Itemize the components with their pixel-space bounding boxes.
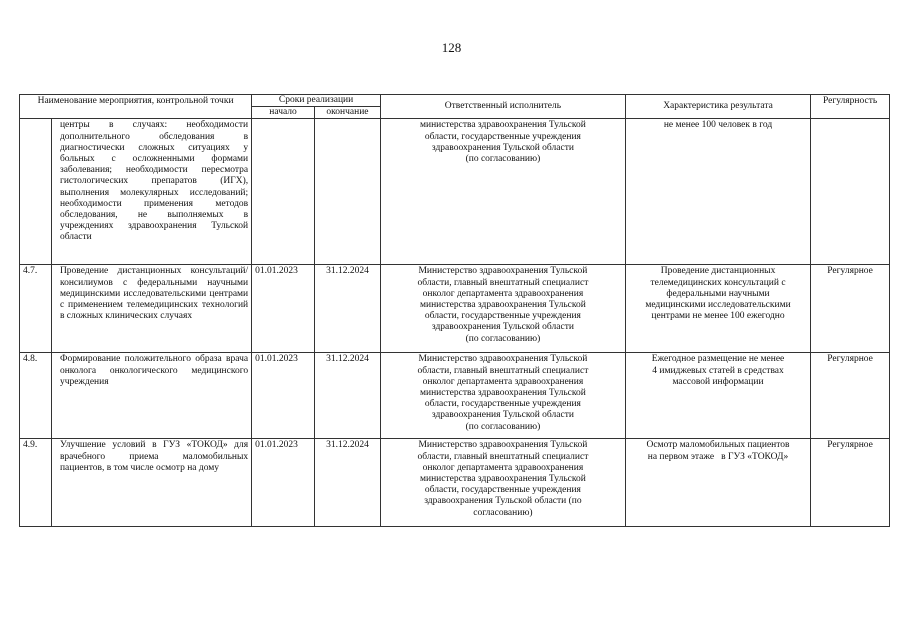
responsible-line: здравоохранения Тульской области	[431, 142, 574, 153]
row-characteristic	[625, 265, 810, 353]
table-body	[20, 119, 890, 527]
characteristic-line: 4 имиджевых статей в средствах	[652, 365, 784, 376]
header-end: окончание	[314, 107, 380, 119]
table-row	[20, 119, 890, 265]
header-start: начало	[252, 107, 315, 119]
header-responsible: Ответственный исполнитель	[380, 95, 625, 119]
row-start	[252, 119, 315, 265]
header-name: Наименование мероприятия, контрольной точки	[20, 95, 252, 119]
row-end: 31.12.2024	[314, 265, 380, 353]
responsible-line: согласованию)	[473, 507, 533, 518]
row-characteristic	[625, 439, 810, 527]
responsible-line: области, главный внештатный специалист	[417, 451, 589, 462]
row-regularity: Регулярное	[811, 439, 890, 527]
row-responsible	[380, 439, 625, 527]
row-number: 4.9.	[20, 439, 52, 527]
row-characteristic	[625, 119, 810, 265]
row-number: 4.8.	[20, 353, 52, 439]
row-name: Проведение дистанционных консультаций/консилиумов с федеральными научными медицинскими исследовательскими центрами с применением телемедицинских технологий в сложных клинических случаях	[51, 265, 251, 353]
row-name: Улучшение условий в ГУЗ «ТОКОД» для врачебного приема маломобильных пациентов, в том числе осмотр на дому	[51, 439, 251, 527]
characteristic-line: федеральными научными	[666, 288, 770, 299]
row-regularity: Регулярное	[811, 265, 890, 353]
characteristic-line: не менее 100 человек в год	[663, 120, 773, 131]
responsible-line: здравоохранения Тульской области	[431, 410, 574, 421]
responsible-line: области, государственные учреждения	[424, 399, 581, 410]
responsible-line: онколог департамента здравоохранения	[422, 288, 584, 299]
characteristic-line: Ежегодное размещение не менее	[651, 354, 785, 365]
row-end: 31.12.2024	[314, 439, 380, 527]
header-characteristic: Характеристика результата	[625, 95, 810, 119]
row-end: 31.12.2024	[314, 353, 380, 439]
responsible-line: области, главный внештатный специалист	[417, 277, 589, 288]
row-responsible	[380, 119, 625, 265]
table-row	[20, 265, 890, 353]
row-start: 01.01.2023	[252, 265, 315, 353]
responsible-line: области, государственные учреждения	[424, 485, 581, 496]
characteristic-line: Осмотр маломобильных пациентов	[646, 440, 790, 451]
measures-table	[19, 94, 890, 527]
responsible-line: области, государственные учреждения	[424, 311, 581, 322]
page-number: 128	[441, 40, 462, 55]
responsible-line: онколог департамента здравоохранения	[422, 376, 584, 387]
responsible-line: Министерство здравоохранения Тульской	[418, 266, 588, 277]
responsible-line: министерства здравоохранения Тульской	[420, 120, 586, 131]
responsible-line: (по согласованию)	[465, 333, 541, 344]
row-regularity	[811, 119, 890, 265]
row-end	[314, 119, 380, 265]
row-name: Формирование положительного образа врача онколога онкологического медицинского учреждения	[51, 353, 251, 439]
row-responsible	[380, 265, 625, 353]
responsible-line: Министерство здравоохранения Тульской	[418, 440, 588, 451]
table-row	[20, 439, 890, 527]
responsible-line: министерства здравоохранения Тульской	[420, 300, 586, 311]
header-regularity: Регулярность	[811, 95, 890, 119]
responsible-line: здравоохранения Тульской области	[431, 322, 574, 333]
row-responsible	[380, 353, 625, 439]
responsible-line: (по согласованию)	[465, 154, 541, 165]
row-name: центры в случаях: необходимости дополнительного обследования в диагностически сложных ситуациях у больных с осложненными формами заболевания; необходимости пересмотра гистологических препаратов (ИГХ), выполнения молекулярных исследований; необходимости применения методов обследования, не выполняемых в учреждениях здравоохранения Тульской области	[51, 119, 251, 265]
characteristic-line: массовой информации	[672, 376, 764, 387]
responsible-line: министерства здравоохранения Тульской	[420, 474, 586, 485]
responsible-line: здравоохранения Тульской области (по	[424, 496, 582, 507]
characteristic-line: Проведение дистанционных	[660, 266, 776, 277]
row-start: 01.01.2023	[252, 439, 315, 527]
characteristic-line: медицинскими исследовательскими	[645, 300, 791, 311]
responsible-line: области, государственные учреждения	[424, 131, 581, 142]
characteristic-line: на первом этаже в ГУЗ «ТОКОД»	[647, 451, 789, 462]
row-number	[20, 119, 52, 265]
responsible-line: онколог департамента здравоохранения	[422, 462, 584, 473]
responsible-line: министерства здравоохранения Тульской	[420, 388, 586, 399]
characteristic-line: телемедицинских консультаций с	[650, 277, 786, 288]
row-start: 01.01.2023	[252, 353, 315, 439]
header-timing: Сроки реализации	[252, 95, 381, 107]
table-row	[20, 353, 890, 439]
responsible-line: (по согласованию)	[465, 421, 541, 432]
row-number: 4.7.	[20, 265, 52, 353]
row-regularity: Регулярное	[811, 353, 890, 439]
characteristic-line: центрами не менее 100 ежегодно	[651, 311, 785, 322]
responsible-line: Министерство здравоохранения Тульской	[418, 354, 588, 365]
responsible-line: области, главный внештатный специалист	[417, 365, 589, 376]
row-characteristic	[625, 353, 810, 439]
table-header	[20, 95, 890, 119]
